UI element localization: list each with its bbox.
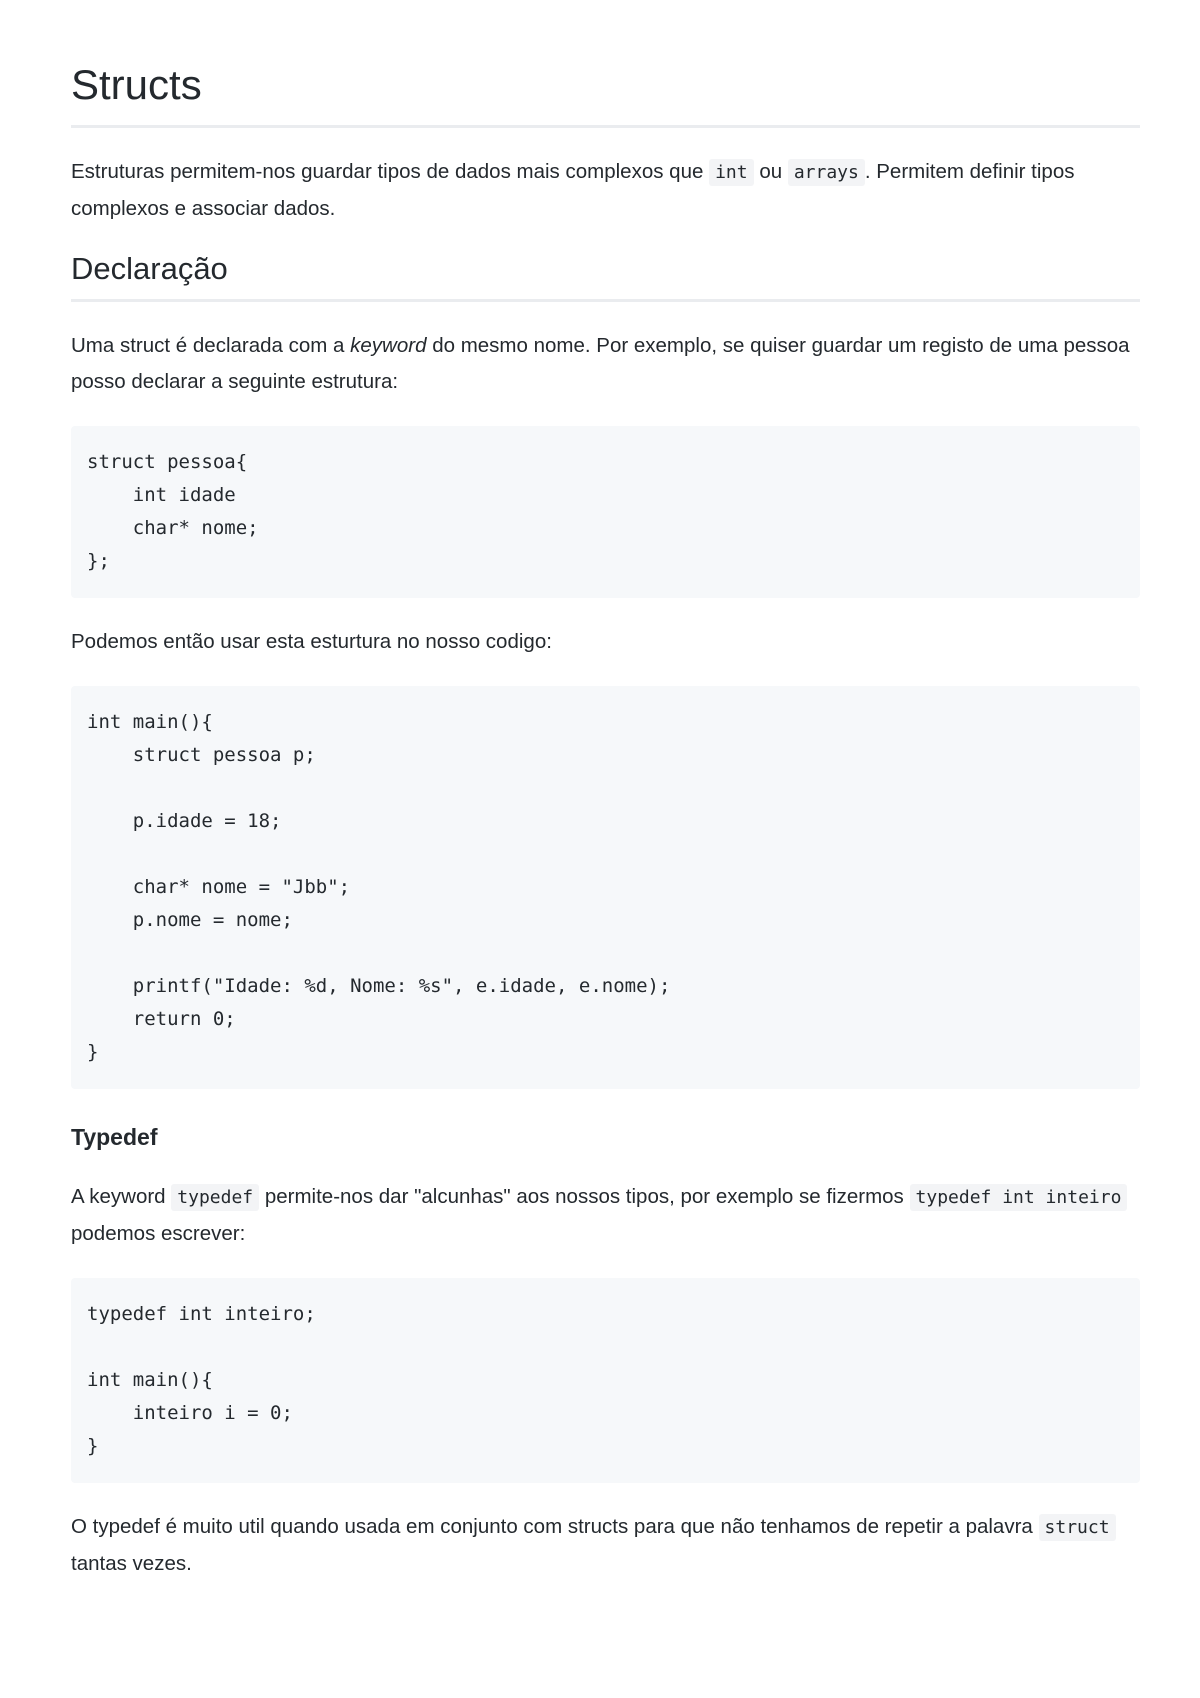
code-line: p.nome = nome; — [87, 908, 293, 931]
code-line: char* nome; — [87, 516, 259, 539]
code-line — [87, 1331, 1120, 1364]
code-line: return 0; — [87, 1007, 236, 1030]
typedef-conclusion-paragraph — [71, 1509, 1140, 1582]
code-line: p.idade = 18; — [87, 809, 282, 832]
code-line: struct pessoa p; — [87, 743, 316, 766]
code-line: typedef int inteiro; — [87, 1302, 316, 1325]
code-line: inteiro i = 0; — [87, 1401, 293, 1424]
code-line — [87, 772, 1120, 805]
inline-code-typedef-example: typedef int inteiro — [910, 1184, 1128, 1211]
code-line: } — [87, 1434, 99, 1457]
section-heading-declaracao: Declaração — [71, 249, 1140, 302]
intro-text-mid: ou — [759, 159, 783, 183]
document-page — [71, 40, 1140, 1582]
conclusion-text-start: O typedef é muito util quando usada em conjunto com structs para que não tenhamos de repetir a palavra — [71, 1514, 1033, 1538]
declaracao-text-end: do mesmo nome. Por exemplo, se quiser guardar um registo de uma pessoa posso declarar a seguinte estrutura: — [71, 333, 1130, 393]
declaracao-text-start: Uma struct é declarada com a — [71, 333, 345, 357]
usage-paragraph: Podemos então usar esta esturtura no nosso codigo: — [71, 629, 552, 653]
inline-code-struct: struct — [1039, 1514, 1116, 1541]
code-block-main-usage — [71, 686, 1140, 1089]
intro-text-end: . Permitem definir tipos complexos e associar dados. — [71, 159, 1075, 220]
page-title: Structs — [71, 58, 1140, 128]
declaracao-paragraph — [71, 328, 1140, 400]
code-line: } — [87, 1040, 99, 1063]
code-line: int idade — [87, 483, 236, 506]
code-block-struct-declaration — [71, 426, 1140, 598]
intro-text-start: Estruturas permitem-nos guardar tipos de dados mais complexos que — [71, 159, 704, 183]
code-line: int main(){ — [87, 1368, 213, 1391]
section-heading-typedef: Typedef — [71, 1123, 158, 1150]
typedef-paragraph — [71, 1179, 1140, 1252]
conclusion-text-end: tantas vezes. — [71, 1551, 192, 1575]
typedef-text-mid: permite-nos dar "alcunhas" aos nossos tipos, por exemplo se fizermos — [264, 1184, 904, 1208]
code-block-typedef — [71, 1278, 1140, 1483]
code-line — [87, 937, 1120, 970]
intro-paragraph — [71, 154, 1140, 227]
code-line: printf("Idade: %d, Nome: %s", e.idade, e.nome); — [87, 974, 671, 997]
inline-code-int: int — [709, 159, 754, 186]
code-line: int main(){ — [87, 710, 213, 733]
inline-code-arrays: arrays — [788, 159, 865, 186]
typedef-text-start: A keyword — [71, 1184, 166, 1208]
typedef-text-end: podemos escrever: — [71, 1221, 246, 1245]
code-line: }; — [87, 549, 110, 572]
code-line: char* nome = "Jbb"; — [87, 875, 351, 898]
code-line — [87, 838, 1120, 871]
code-line: struct pessoa{ — [87, 450, 248, 473]
inline-code-typedef: typedef — [171, 1184, 259, 1211]
keyword-emphasis: keyword — [350, 333, 427, 357]
